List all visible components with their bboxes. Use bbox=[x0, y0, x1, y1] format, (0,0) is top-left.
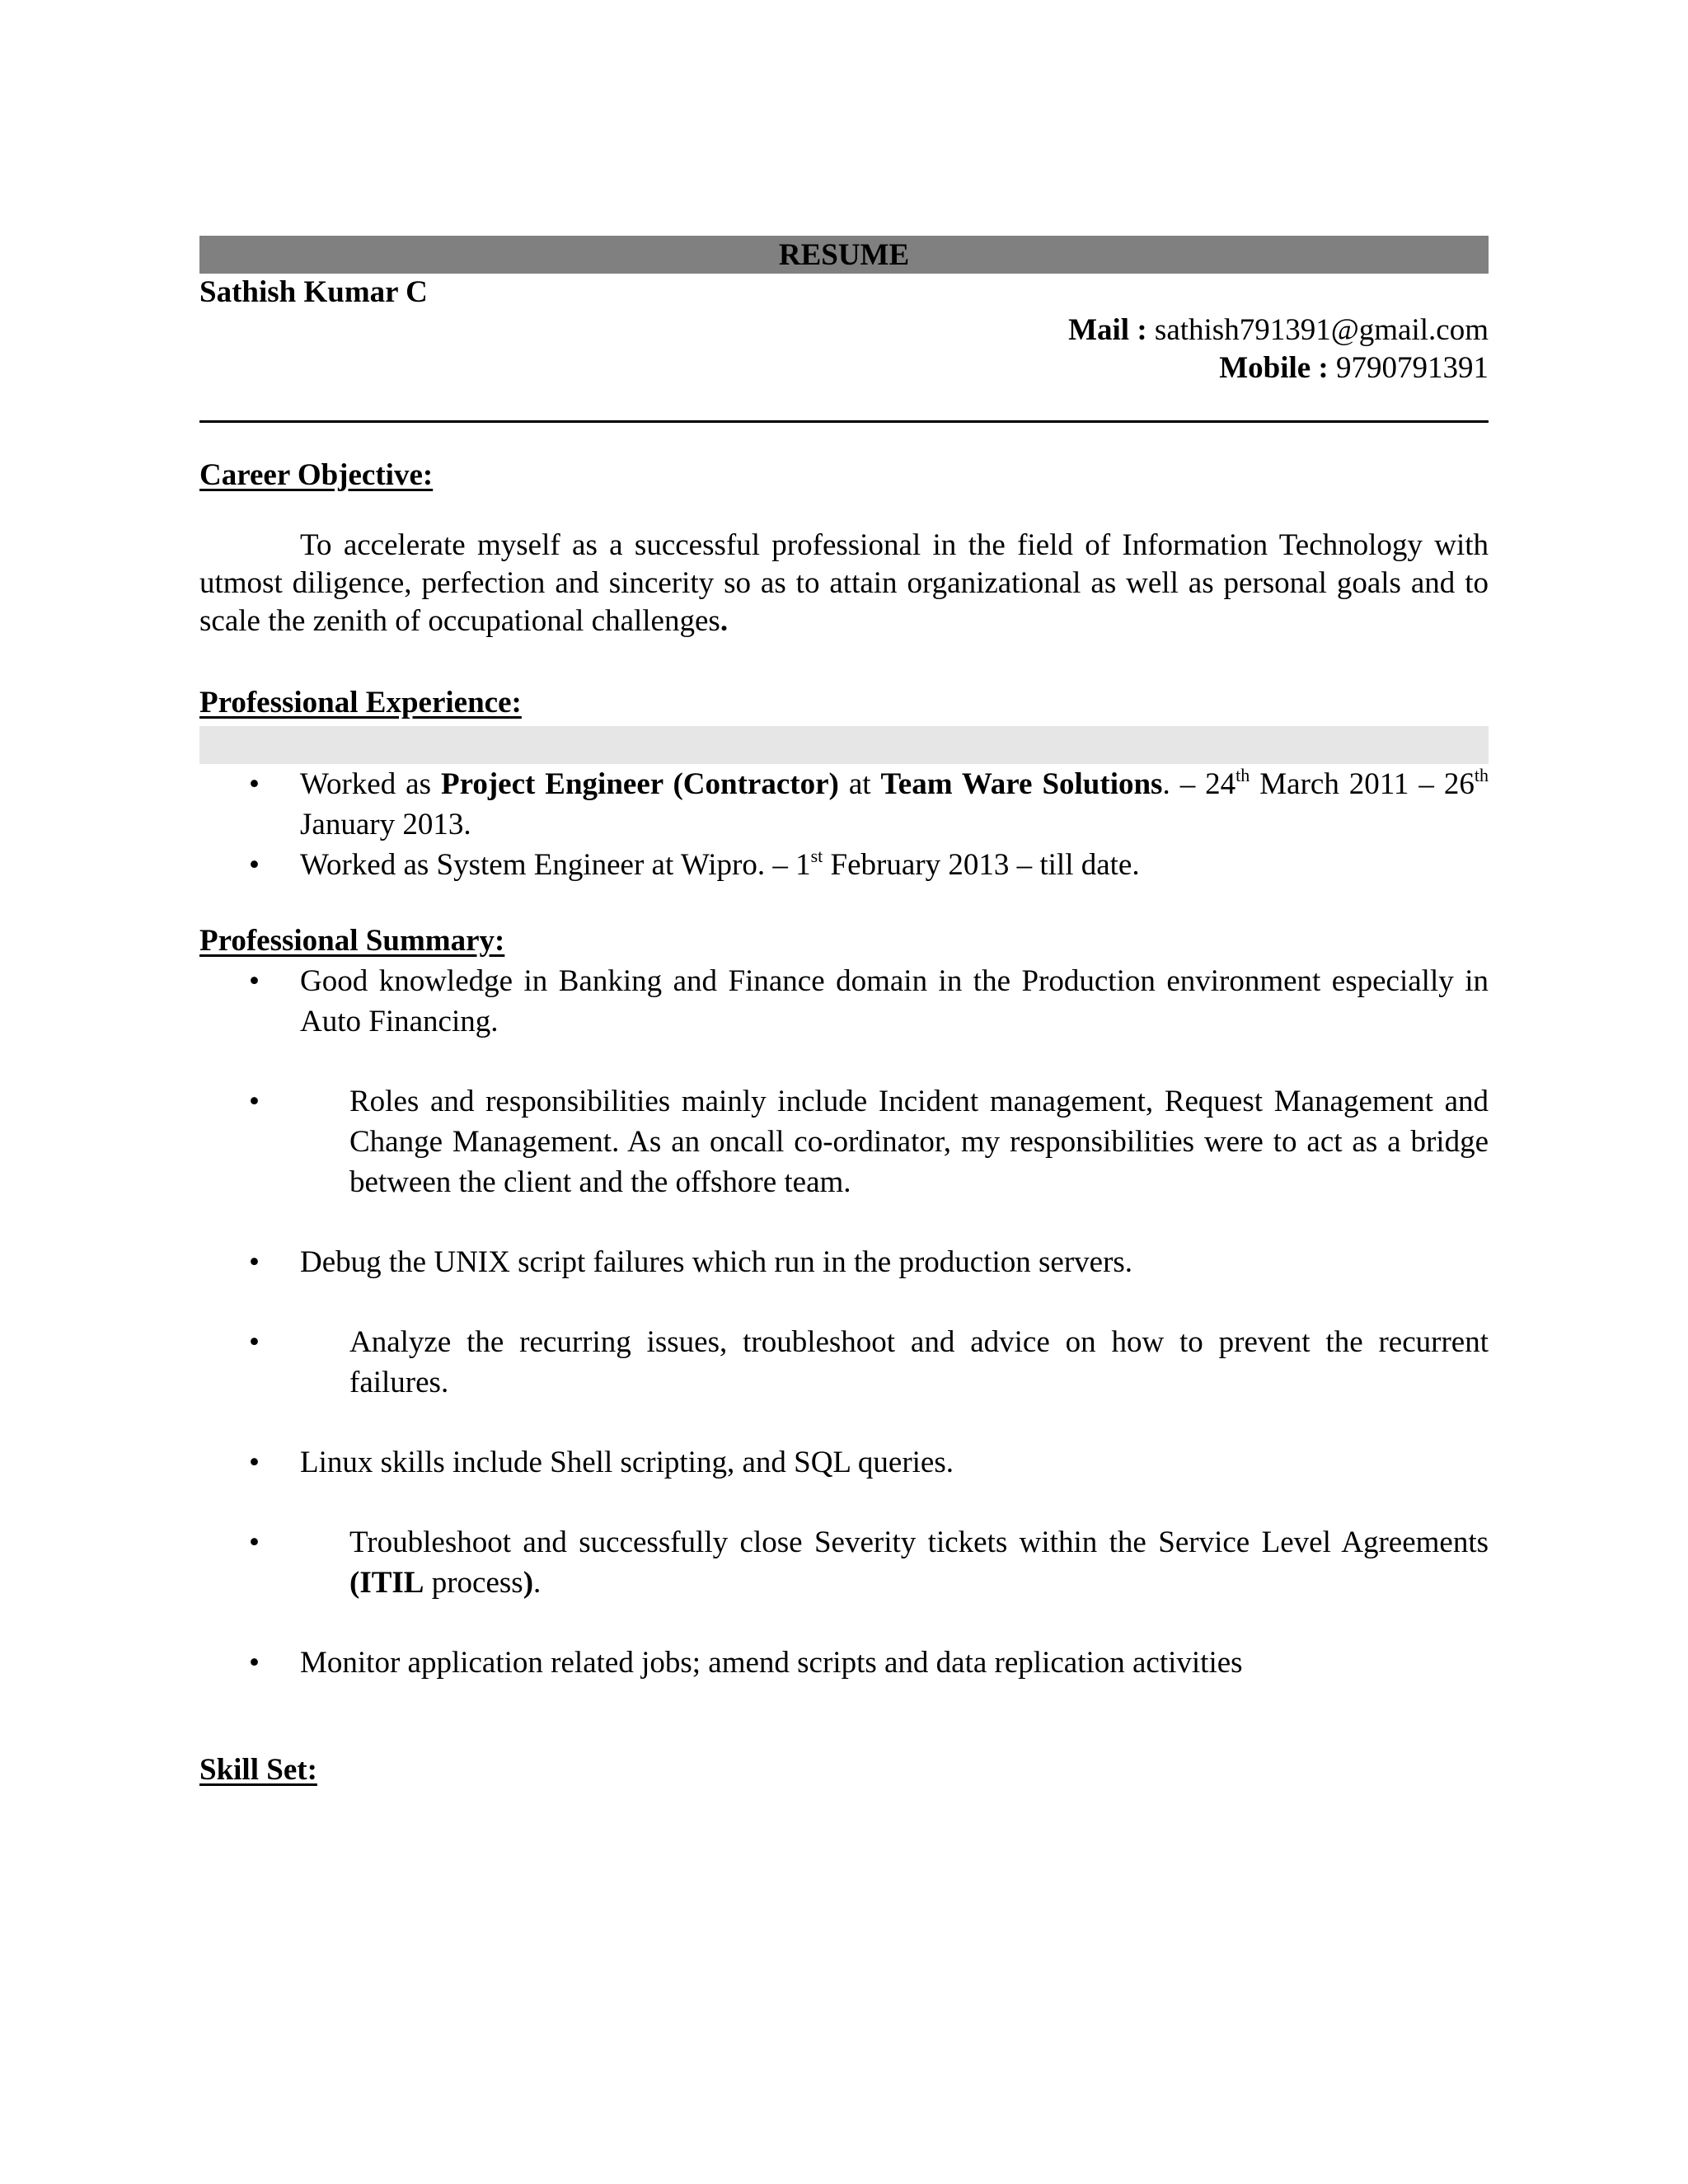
professional-summary-heading: Professional Summary: bbox=[199, 924, 505, 958]
bullet-icon: • bbox=[249, 848, 260, 882]
summary-item-text: Analyze the recurring issues, troubleshoot and advice on how to prevent the recurrent failures. bbox=[349, 1325, 1489, 1399]
bullet-icon: • bbox=[249, 1245, 260, 1279]
objective-text: To accelerate myself as a successful professional in the field of Information Technology with utmost diligence, perfection and sincerity so as to attain organizational as well as personal goals and to scale the zenith of occupational challenges bbox=[199, 528, 1489, 638]
skill-set-heading: Skill Set: bbox=[199, 1753, 317, 1787]
list-item bbox=[199, 764, 1489, 845]
exp1-company: Team Ware Solutions bbox=[880, 767, 1163, 801]
contact-email-line bbox=[199, 312, 1489, 349]
itil-bold-a: (ITIL bbox=[349, 1566, 424, 1600]
list-item bbox=[199, 1522, 1489, 1603]
bullet-icon: • bbox=[249, 1646, 260, 1680]
resume-title-bar: RESUME bbox=[199, 236, 1489, 274]
itil-text-a: Troubleshoot and successfully close Severity tickets within the Service Level Agreements bbox=[349, 1526, 1489, 1559]
exp1-sup-b: th bbox=[1474, 764, 1489, 785]
exp1-role: Project Engineer (Contractor) bbox=[440, 767, 839, 801]
experience-shaded-band bbox=[199, 726, 1489, 764]
list-item bbox=[199, 1242, 1489, 1282]
list-item bbox=[199, 1322, 1489, 1403]
list-item bbox=[199, 1081, 1489, 1202]
header-divider bbox=[199, 420, 1489, 423]
exp1-text-d: March 2011 – 26 bbox=[1250, 767, 1475, 801]
experience-list bbox=[199, 764, 1489, 885]
itil-text-b: process bbox=[424, 1566, 523, 1600]
summary-item-text: Debug the UNIX script failures which run in the production servers. bbox=[300, 1245, 1133, 1279]
itil-text-c: . bbox=[533, 1566, 542, 1600]
mobile-value: 9790791391 bbox=[1336, 351, 1489, 385]
career-objective-heading: Career Objective: bbox=[199, 458, 434, 492]
email-value: sathish791391@gmail.com bbox=[1154, 313, 1489, 347]
summary-item-text: Linux skills include Shell scripting, and SQL queries. bbox=[300, 1446, 954, 1479]
exp1-text-c: . – 24 bbox=[1162, 767, 1236, 801]
exp2-text-b: February 2013 – till date. bbox=[823, 848, 1140, 882]
exp1-text-e: January 2013. bbox=[300, 808, 471, 841]
list-item bbox=[199, 1643, 1489, 1683]
bullet-icon: • bbox=[249, 964, 260, 998]
list-item bbox=[199, 961, 1489, 1042]
exp2-sup: st bbox=[810, 845, 823, 866]
exp1-sup-a: th bbox=[1236, 764, 1250, 785]
list-item bbox=[199, 1442, 1489, 1483]
exp2-text-a: Worked as System Engineer at Wipro. – 1 bbox=[300, 848, 811, 882]
bullet-icon: • bbox=[249, 1325, 260, 1359]
summary-item-text: Monitor application related jobs; amend scripts and data replication activities bbox=[300, 1646, 1243, 1680]
itil-bold-b: ) bbox=[523, 1566, 534, 1600]
resume-content bbox=[199, 236, 1489, 1790]
email-label: Mail : bbox=[1068, 313, 1147, 347]
summary-list bbox=[199, 961, 1489, 1683]
exp1-text-b: at bbox=[838, 767, 881, 801]
professional-experience-heading: Professional Experience: bbox=[199, 686, 522, 719]
list-item bbox=[199, 845, 1489, 885]
contact-mobile-line bbox=[199, 349, 1489, 387]
exp1-text-a: Worked as bbox=[300, 767, 441, 801]
summary-item-text: Roles and responsibilities mainly include Incident management, Request Management and Change Management. As an oncall co-ordinator, my responsibilities were to act as a bridge between the client and the offshore team. bbox=[349, 1085, 1489, 1199]
summary-item-text: Good knowledge in Banking and Finance domain in the Production environment especially in Auto Financing. bbox=[300, 964, 1489, 1038]
bullet-icon: • bbox=[249, 1526, 260, 1559]
bullet-icon: • bbox=[249, 1085, 260, 1118]
bullet-icon: • bbox=[249, 767, 260, 801]
candidate-name: Sathish Kumar C bbox=[199, 275, 428, 309]
mobile-label: Mobile : bbox=[1219, 351, 1329, 385]
objective-period: . bbox=[720, 604, 729, 638]
career-objective-text bbox=[199, 527, 1489, 640]
bullet-icon: • bbox=[249, 1446, 260, 1479]
